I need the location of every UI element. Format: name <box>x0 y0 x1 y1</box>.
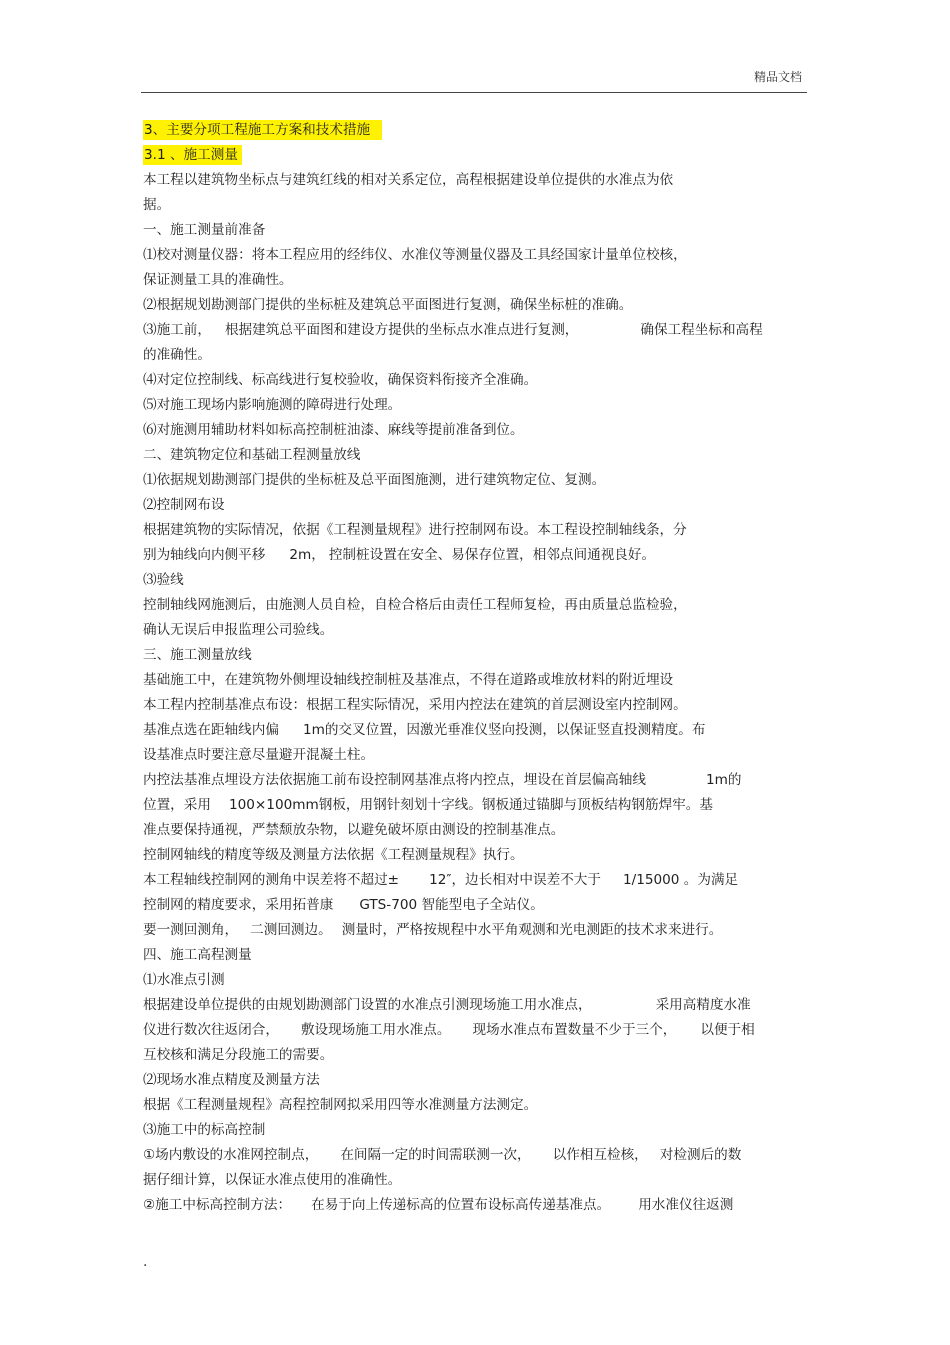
paragraph-line: 基础施工中，在建筑物外侧埋设轴线控制桩及基准点，不得在道路或堆放材料的附近埋设 <box>143 672 674 688</box>
header-label: 精品文档 <box>753 70 802 84</box>
paragraph-line: 根据《工程测量规程》高程控制网拟采用四等水准测量方法测定。 <box>143 1097 538 1113</box>
paragraph-line: 的准确性。 <box>143 347 211 363</box>
paragraph-line: ⑶施工前， 根据建筑总平面图和建设方提供的坐标点水准点进行复测， 确保工程坐标和高程 <box>143 322 763 338</box>
paragraph-heading: 二、建筑物定位和基础工程测量放线 <box>143 447 361 463</box>
paragraph-line: 准点要保持通视，严禁颓放杂物，以避免破坏原由测设的控制基准点。 <box>143 822 565 838</box>
paragraph-line: 位置，采用 100×100mm钢板，用钢针刻划十字线。钢板通过锚脚与顶板结构钢筋焊牢。基 <box>143 797 713 813</box>
paragraph-line: 本工程轴线控制网的测角中误差将不超过± 12″，边长相对中误差不大于 1/15000 。为满足 <box>143 872 739 888</box>
paragraph-line: 确认无误后申报监理公司验线。 <box>143 622 334 638</box>
paragraph-line: ⑵控制网布设 <box>143 497 225 513</box>
paragraph-line: 据。 <box>143 197 171 213</box>
paragraph-line: ①场内敷设的水准网控制点， 在间隔一定的时间需联测一次， 以作相互检核， 对检测后的数 <box>143 1147 742 1163</box>
paragraph-line: ⑸对施工现场内影响施测的障碍进行处理。 <box>143 397 402 413</box>
paragraph-heading: 一、施工测量前准备 <box>143 222 266 238</box>
paragraph-line: 据仔细计算，以保证水准点使用的准确性。 <box>143 1172 402 1188</box>
section-heading: 3、主要分项工程施工方案和技术措施 <box>143 118 811 143</box>
paragraph-line: 基准点选在距轴线内偏 1m的交叉位置，因激光垂准仪竖向投测，以保证竖直投测精度。布 <box>143 722 706 738</box>
paragraph-line: ⑶验线 <box>143 572 184 588</box>
paragraph-line: 控制网轴线的精度等级及测量方法依据《工程测量规程》执行。 <box>143 847 524 863</box>
paragraph-line: 本工程内控制基准点布设：根据工程实际情况，采用内控法在建筑的首层测设室内控制网。 <box>143 697 687 713</box>
paragraph-line: 互校核和满足分段施工的需要。 <box>143 1047 334 1063</box>
paragraph-heading: 三、施工测量放线 <box>143 647 252 663</box>
paragraph-line: ⑴校对测量仪器：将本工程应用的经纬仪、水准仪等测量仪器及工具经国家计量单位校核， <box>143 247 687 263</box>
paragraph-line: ⑵现场水准点精度及测量方法 <box>143 1072 320 1088</box>
paragraph-line: 保证测量工具的准确性。 <box>143 272 293 288</box>
footer-mark: . <box>143 1254 148 1270</box>
paragraph-line: 别为轴线向内侧平移 2m， 控制桩设置在安全、易保存位置，相邻点间通视良好。 <box>143 547 656 563</box>
paragraph-line: 仪进行数次往返闭合， 敷设现场施工用水准点。 现场水准点布置数量不少于三个， 以便于相 <box>143 1022 755 1038</box>
paragraph-line: ⑴依据规划勘测部门提供的坐标桩及总平面图施测，进行建筑物定位、复测。 <box>143 472 606 488</box>
paragraph-line: 要一测回测角， 二测回测边。 测量时，严格按规程中水平角观测和光电测距的技术求来进行。 <box>143 922 723 938</box>
paragraph-line: ②施工中标高控制方法： 在易于向上传递标高的位置布设标高传递基准点。 用水准仪往返测 <box>143 1197 734 1213</box>
paragraph-line: 控制轴线网施测后，由施测人员自检，自检合格后由责任工程师复检，再由质量总监检验， <box>143 597 687 613</box>
paragraph-line: 本工程以建筑物坐标点与建筑红线的相对关系定位，高程根据建设单位提供的水准点为依 <box>143 172 674 188</box>
paragraph-line: 内控法基准点埋设方法依据施工前布设控制网基准点将内控点，埋设在首层偏高轴线 1m的 <box>143 772 742 788</box>
paragraph-line: 设基准点时要注意尽量避开混凝土柱。 <box>143 747 375 763</box>
document-body <box>143 118 811 1218</box>
header-rule <box>141 92 807 93</box>
paragraph-heading: 四、施工高程测量 <box>143 947 252 963</box>
paragraph-line: ⑹对施测用辅助材料如标高控制桩油漆、麻线等提前准备到位。 <box>143 422 524 438</box>
paragraph-line: 控制网的精度要求，采用拓普康 GTS-700 智能型电子全站仪。 <box>143 897 544 913</box>
subsection-heading: 3.1 、施工测量 <box>143 143 811 168</box>
paragraph-line: 根据建筑物的实际情况，依据《工程测量规程》进行控制网布设。本工程设控制轴线条，分 <box>143 522 687 538</box>
paragraph-line: ⑴水准点引测 <box>143 972 225 988</box>
paragraph-line: 根据建设单位提供的由规划勘测部门设置的水准点引测现场施工用水准点， 采用高精度水准 <box>143 997 751 1013</box>
paragraph-line: ⑶施工中的标高控制 <box>143 1122 266 1138</box>
paragraph-line: ⑵根据规划勘测部门提供的坐标桩及建筑总平面图进行复测，确保坐标桩的准确。 <box>143 297 633 313</box>
paragraph-line: ⑷对定位控制线、标高线进行复校验收，确保资料衔接齐全准确。 <box>143 372 538 388</box>
